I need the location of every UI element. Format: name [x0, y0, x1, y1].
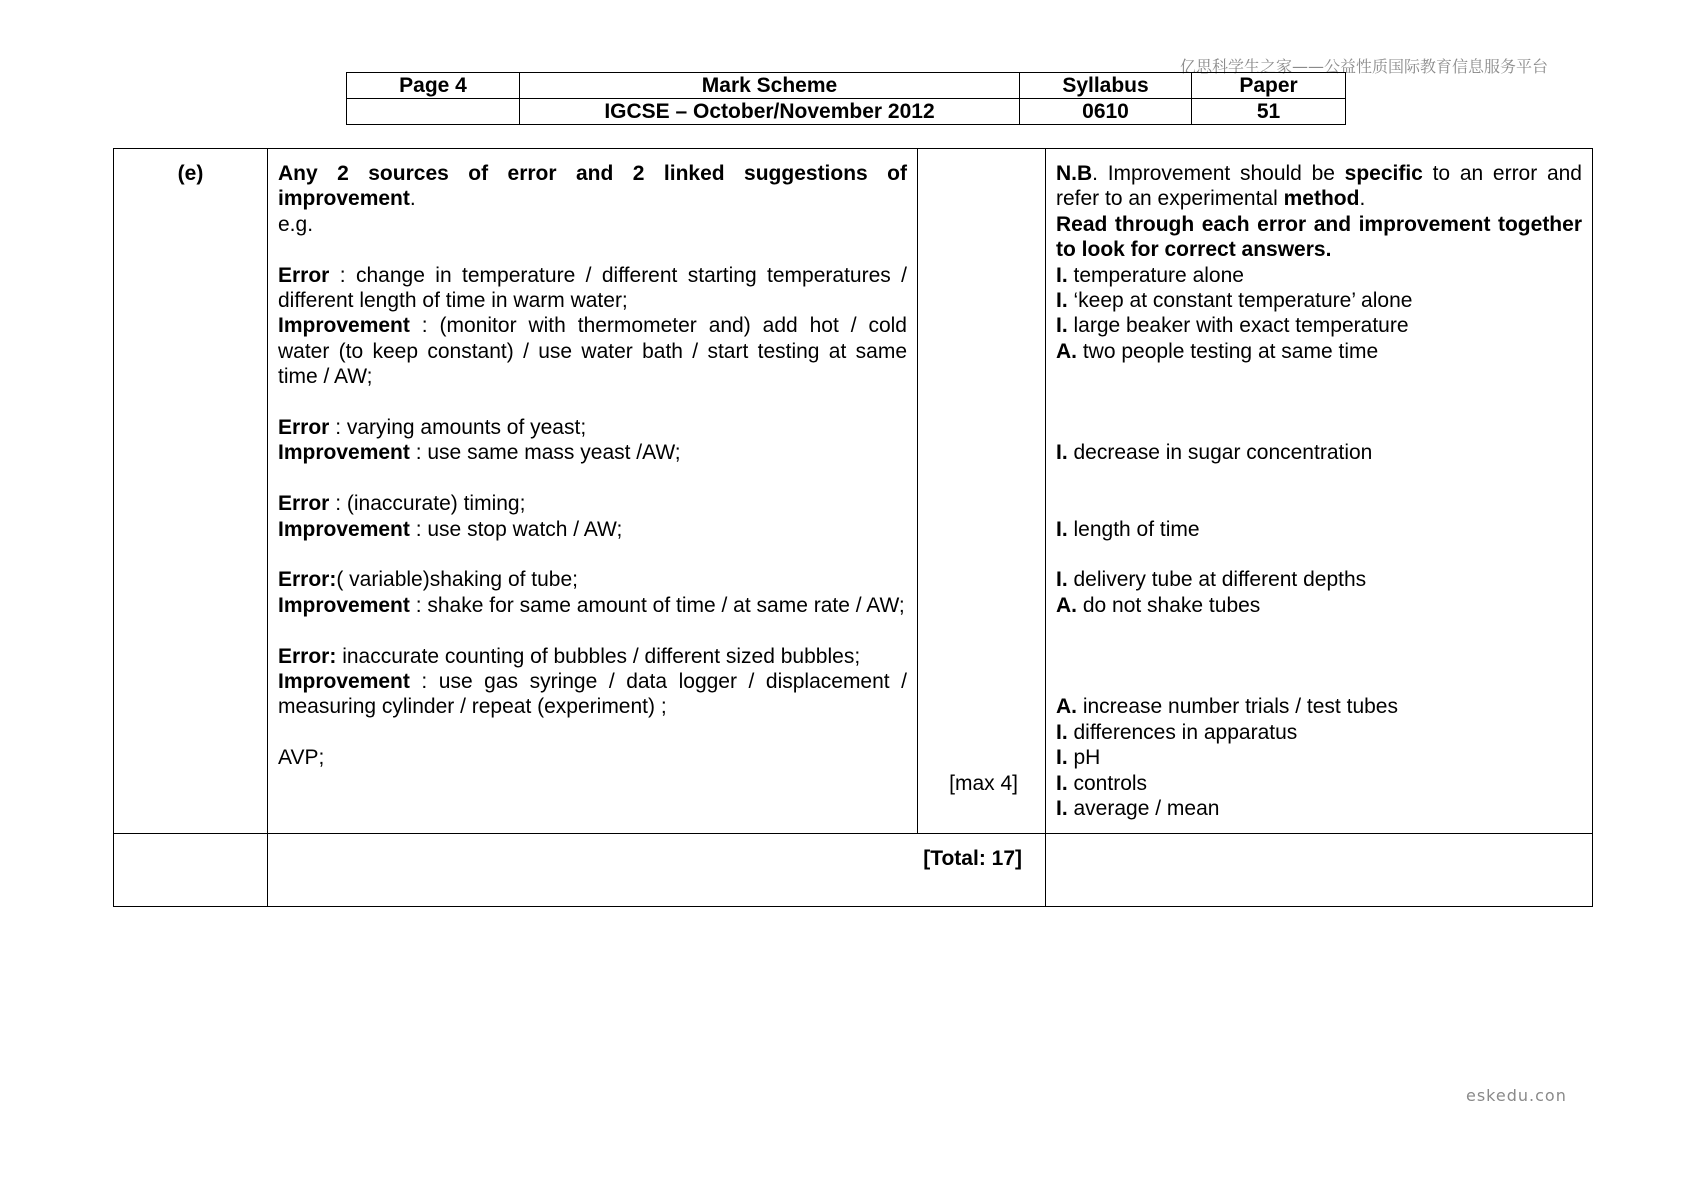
watermark-top: 亿思科学生之家——公益性质国际教育信息服务平台 — [1180, 57, 1549, 76]
syllabus-label: Syllabus — [1020, 73, 1192, 99]
guidance-note: I. length of time — [1056, 517, 1200, 541]
header-row — [347, 99, 1346, 125]
improvement-item-2: Improvement : use same mass yeast /AW; — [278, 441, 681, 465]
guidance-note: I. temperature alone — [1056, 263, 1244, 287]
question-number: (e) — [114, 149, 268, 834]
nb-note: N.B. Improvement should be specific to an error and refer to an experimental method. — [1056, 162, 1582, 211]
page-label: Page 4 — [347, 73, 520, 99]
question-row — [114, 149, 1593, 834]
document-title: Mark Scheme — [520, 73, 1020, 99]
answer-cell — [268, 149, 918, 834]
total-empty-cell — [114, 834, 268, 907]
header-row — [347, 73, 1346, 99]
guidance-note: A. do not shake tubes — [1056, 593, 1261, 617]
improvement-item-1: Improvement : (monitor with thermometer and) add hot / cold water (to keep constant) / use water bath / start testing at same time / AW; — [278, 314, 907, 389]
error-item-4: Error:( variable)shaking of tube; — [278, 568, 578, 592]
improvement-item-4: Improvement : shake for same amount of time / at same rate / AW; — [278, 593, 905, 617]
total-row — [114, 834, 1593, 907]
total-guidance-cell — [1046, 834, 1593, 907]
error-item-1: Error : change in temperature / different starting temperatures / different length of time in warm water; — [278, 263, 907, 313]
improvement-item-5: Improvement : use gas syringe / data logger / displacement / measuring cylinder / repeat (experiment) ; — [278, 670, 907, 719]
syllabus-code: 0610 — [1020, 99, 1192, 125]
guidance-note: I. large beaker with exact temperature — [1056, 314, 1409, 338]
avp-text: AVP; — [278, 746, 325, 770]
answer-intro: Any 2 sources of error and 2 linked suggestions of improvement. — [278, 162, 907, 211]
guidance-note: I. differences in apparatus — [1056, 720, 1298, 744]
guidance-note: I. controls — [1056, 771, 1148, 795]
paper-number: 51 — [1192, 99, 1346, 125]
total-marks: [Total: 17] — [268, 834, 1046, 907]
guidance-note: A. two people testing at same time — [1056, 339, 1379, 363]
guidance-note: I. delivery tube at different depths — [1056, 568, 1367, 592]
header-empty-cell — [347, 99, 520, 125]
watermark-bottom: eskedu.con — [1466, 1086, 1567, 1105]
error-item-5: Error: inaccurate counting of bubbles / different sized bubbles; — [278, 644, 861, 668]
guidance-note: I. pH — [1056, 746, 1101, 770]
read-through-note: Read through each error and improvement together to look for correct answers. — [1056, 212, 1582, 262]
error-item-2: Error : varying amounts of yeast; — [278, 416, 587, 440]
guidance-note: A. increase number trials / test tubes — [1056, 695, 1398, 719]
mark-scheme-table — [113, 148, 1593, 907]
eg-label: e.g. — [278, 212, 314, 236]
paper-label: Paper — [1192, 73, 1346, 99]
error-item-3: Error : (inaccurate) timing; — [278, 492, 526, 516]
header-table — [346, 72, 1346, 125]
max-marks: [max 4] — [949, 771, 1018, 795]
guidance-note: I. decrease in sugar concentration — [1056, 441, 1373, 465]
guidance-note: I. average / mean — [1056, 797, 1220, 821]
guidance-note: I. ‘keep at constant temperature’ alone — [1056, 289, 1413, 313]
marks-cell — [918, 149, 1046, 834]
improvement-item-3: Improvement : use stop watch / AW; — [278, 517, 623, 541]
guidance-cell — [1046, 149, 1593, 834]
intro-text: Any 2 sources of error and 2 linked suggestions of improvement — [278, 162, 907, 211]
exam-session: IGCSE – October/November 2012 — [520, 99, 1020, 125]
